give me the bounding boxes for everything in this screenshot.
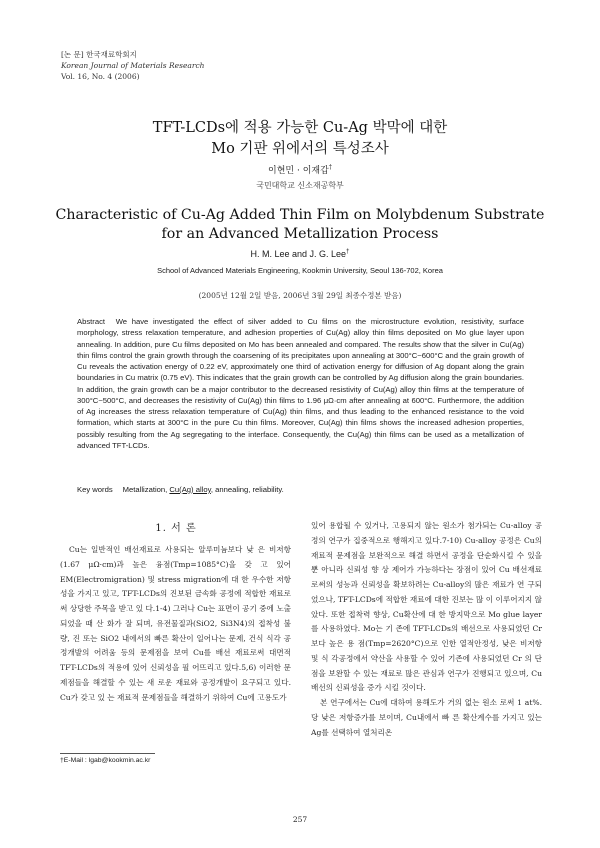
left-paragraph <box>60 543 291 705</box>
body-line: Cu-alloy 공정의 연구가 집중적으로 행해지고 있다.7-10) <box>311 521 542 545</box>
abstract-label: Abstract <box>77 317 106 326</box>
authors-kr <box>0 163 600 176</box>
body-line: 로써 1 at%. 당 낮은 저항증가를 보이며, Cu내에서 빠 <box>311 698 543 722</box>
body-line: 상 제어가 가능하다는 장점이 있어 Cu 배선재료로써의 <box>311 565 542 589</box>
abstract-line: of Cu(Ag) alloy thin films at the temperature of 300°C~500°C, and decreases the resistivity of Cu(Ag) thin films <box>77 384 525 405</box>
journal-header <box>61 49 204 82</box>
title-en-line-1: Characteristic of Cu-Ag Added Thin Film on Molybdenum Substrate <box>55 207 545 223</box>
body-line: Cu는 일반적인 배선재료로 사용되는 알루미늄보다 낮 <box>69 545 254 554</box>
section-heading-introduction: 1. 서 론 <box>155 523 197 534</box>
authors-en <box>0 248 600 259</box>
body-line: 식각 공정개발의 어려움 등의 문제점을 보여 Cu를 배선 <box>60 633 292 658</box>
authors-kr-mark: † <box>328 164 332 171</box>
body-line: 는 재료적 문제점들을 해결하기 위하여 Cu에 고용도가 <box>107 692 287 702</box>
body-line: Cu-alloy 공정은 Cu의 재료적 문제점을 보완적으로 해결 <box>311 535 542 560</box>
affiliation-en: School of Advanced Materials Engineering, Kookmin University, Seoul 136-702, Korea <box>157 266 443 275</box>
abstract-line: the coarsening of its precipitates upon annealing at 300°C~600°C and the grain growth of Cu reveals the <box>77 350 524 371</box>
right-column <box>311 519 542 740</box>
abstract-line: as a metallization of advanced TFT-LCDs. <box>77 429 525 450</box>
authors-en-names: H. M. Lee and J. G. Lee <box>250 249 347 259</box>
body-line: 은 비저항(1.67 μΩ·cm)과 높은 융점(Tmp=1085°C)을 갖 <box>60 545 291 569</box>
received-dates: (2005년 12월 2일 받음, 2006년 3월 29일 최종수정본 받음) <box>198 291 402 300</box>
body-line: 른 확산계수를 가지고 있는 Ag를 선택하여 열처리온 <box>311 712 543 737</box>
title-kr-line-1: TFT-LCDs에 적용 가능한 Cu-Ag 박막에 대한 <box>152 120 448 136</box>
body-line: 다.1-4) 그러나 Cu는 표면이 공기 중에 노출되었을 때 산 <box>60 604 291 628</box>
body-line: 고 있어 EM(Electromigration) 및 stress migration에 대 <box>60 559 291 584</box>
body-line: 재료로써 대면적 TFT-LCDs의 적용에 있어 신뢰성을 필 <box>60 648 291 672</box>
body-line: 또는 SiO2 내에서의 빠른 확산이 일어나는 문제, 건식 <box>82 633 264 643</box>
keywords <box>77 485 284 494</box>
title-en-line-2: for an Advanced Metallization Process <box>161 226 439 242</box>
abstract-line: films deposited on Mo glue layer upon annealing. In addition, pure Cu films deposited on Mo has been <box>77 328 524 349</box>
keywords-post: , annealing, reliability. <box>210 485 284 494</box>
body-line: 성능과 신뢰성을 확보하려는 Cu-alloy의 많은 재료가 연 <box>335 580 525 589</box>
abstract-line: grain boundaries in Cu matrix (0.75 eV). This indicates that the grain growth can be controlled by Ag diffusion <box>77 362 525 383</box>
journal-name-en: Korean Journal of Materials Research <box>61 61 205 70</box>
left-column <box>60 543 291 705</box>
body-line: 화가 잘 되며, 유전물질과(SiO2, Si3N4)의 접착성 불량, 진 <box>60 618 291 643</box>
body-line: 구되었으나, TFT-LCDs에 적합한 재료에 대한 진보는 많 <box>311 580 543 604</box>
body-line: 금속화 공정에 적합한 재료로써 상당한 주목을 받고 있 <box>60 589 291 613</box>
body-line: 있어 용합될 수 있거나, 고용되지 않는 원소가 첨가되는 <box>311 521 497 530</box>
body-line: 각공정에서 약산을 사용할 수 있어 기존에 사용되었던 Cr <box>331 653 522 663</box>
body-line: 어뜨리고 있다.5,6) 이러한 문제점들을 해결할 수 있는 새 <box>60 663 291 687</box>
abstract-line: along the grain boundaries. In addition, the grain growth can be a major contributor to the decreased resistivity <box>77 373 525 394</box>
abstract-line: resistivity, surface morphology, stress relaxation temperature, and adhesion properties of Cu(Ag) alloy thin <box>77 317 525 338</box>
affiliation-kr: 국민대학교 신소재공학부 <box>256 181 344 190</box>
authors-kr-names: 이현민 · 이재갑 <box>268 166 329 176</box>
body-line: 한 방지막으로 Mo glue layer를 사용하였다. Mo는 기 <box>311 609 542 634</box>
keywords-underlined: Cu(Ag) alloy <box>169 485 211 494</box>
body-line: 존에 TFT-LCDs의 배선으로 사용되었던 Cr보다 높은 용 <box>311 624 542 648</box>
journal-name-kr: [논 문] 한국재료학회지 <box>61 50 137 59</box>
journal-volume: Vol. 16, No. 4 (2006) <box>61 72 140 81</box>
abstract-line: activation energy of 0.22 eV, approximately one third of activation energy for diffusion of Ag dopant along the <box>129 362 505 371</box>
title-kr-line-2: Mo 기판 위에서의 특성조사 <box>211 141 389 157</box>
abstract-line: annealed and compared. The results show that the silver in Cu(Ag) thin films control the grain growth through <box>77 339 524 360</box>
abstract <box>77 316 524 451</box>
keywords-label: Key words <box>77 485 113 494</box>
body-line: 로운 재료와 공정개발이 요구되고 있다. Cu가 갖고 있 <box>60 677 291 702</box>
page-number: 257 <box>292 815 308 824</box>
keywords-pre: Metallization, <box>122 485 168 494</box>
body-line: 점(Tmp=2620°C)으로 인한 열적안정성, 낮은 비저항 및 식 <box>311 639 542 663</box>
abstract-line: starts at 300°C in the pure Cu thin films. Moreover, Cu(Ag) thin films shows the increased adhesion properties, <box>136 418 525 428</box>
abstract-line: temperature of Cu(Ag) thin films, and thus leading to the enhanced resistance to the void formation, which <box>77 407 525 428</box>
footnote-divider <box>60 753 155 754</box>
body-line: 진행되고 있으며, Cu 배선의 신뢰성을 증가 시킬 것이다. <box>311 668 542 693</box>
right-paragraph <box>311 696 542 740</box>
right-paragraph-continued <box>311 519 542 696</box>
body-line: 본 연구에서는 Cu에 대하여 용해도가 거의 없는 원소 <box>320 698 497 707</box>
abstract-line: to 1.96 μΩ·cm after annealing at 600°C. Furthermore, the addition of Ag increases the stress relaxation <box>77 395 525 416</box>
authors-en-mark: † <box>346 248 350 255</box>
body-line: 이 이루어지지 않았다. 또한 접착력 향상, Cu확산에 대 <box>311 594 542 619</box>
body-line: 하면서 공정을 단순화시킬 수 있을 뿐 아니라 신뢰성 향 <box>311 550 542 575</box>
abstract-line: We have investigated the effect of silver added to Cu films on the microstructure evolution, <box>115 317 457 326</box>
body-line: 의 단점을 보완할 수 있는 재료로 많은 관심과 연구가 <box>311 653 543 678</box>
abstract-line: possibly resulting from the Ag segregating to the interface. Consequently, the Cu(Ag) thin films can be used <box>77 429 452 439</box>
footnote-email: †E-Mail : lgab@kookmin.ac.kr <box>60 757 151 764</box>
body-line: 한 우수한 저항성을 가지고 있고, TFT-LCDs의 진보된 <box>60 574 291 599</box>
